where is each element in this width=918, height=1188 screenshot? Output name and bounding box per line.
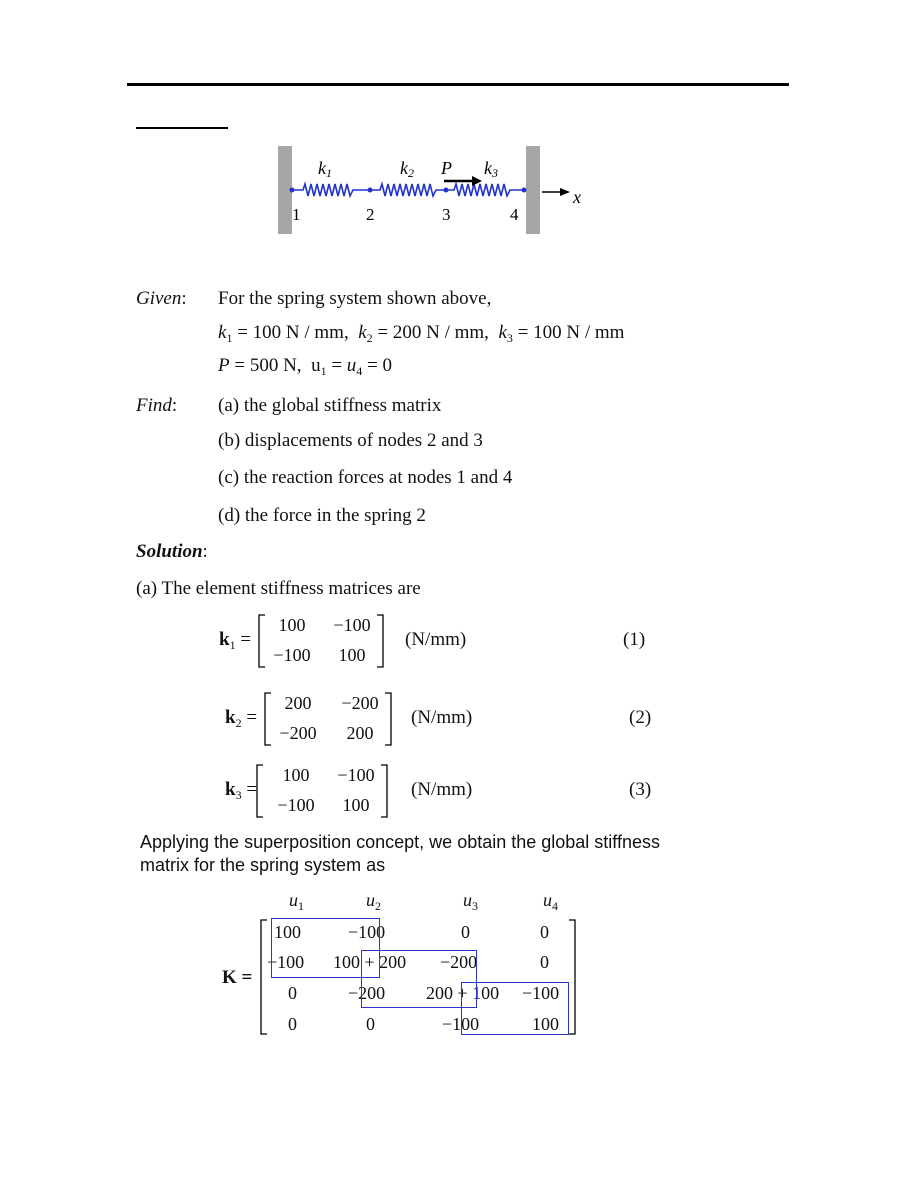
label-k1: k1 xyxy=(318,158,332,180)
global-cell: 0 xyxy=(540,952,549,972)
matrix-2-units: (N/mm) xyxy=(411,707,473,728)
solution-heading: Solution: xyxy=(136,541,208,562)
label-k2: k2 xyxy=(400,158,414,180)
given-k2: 200 N / mm, xyxy=(392,322,489,343)
column-header-u1: $u_1$ xyxy=(289,890,304,913)
given-k1: 100 N / mm, xyxy=(252,322,349,343)
column-header-u3: $u_3$ xyxy=(463,890,478,913)
global-cell: 0 xyxy=(540,922,549,942)
label-k3: k3 xyxy=(484,158,498,180)
global-cell: 0 xyxy=(461,922,470,942)
matrix-2-cell: −200 xyxy=(279,723,317,743)
element-2-box xyxy=(361,950,477,1008)
title-underline xyxy=(136,127,228,129)
global-cell: 200 + 100 xyxy=(426,983,500,1003)
label-node-3: 3 xyxy=(442,205,451,224)
matrix-1-cell: 100 xyxy=(278,615,306,635)
find-item: (a) the global stiffness matrix xyxy=(218,395,442,416)
matrix-1-label: $k_1$ = xyxy=(219,629,252,652)
x-axis-arrowhead xyxy=(560,188,570,196)
part-a-intro: (a) The element stiffness matrices are xyxy=(136,578,421,599)
right-wall xyxy=(526,146,540,234)
superposition-line-1: Applying the superposition concept, we obtain the global stiffness xyxy=(140,832,661,852)
node-3-dot xyxy=(444,188,449,193)
given-intro: For the spring system shown above, xyxy=(218,288,492,309)
element-matrix-2 xyxy=(225,691,665,751)
global-cell: −200 xyxy=(348,983,386,1003)
label-P: P xyxy=(441,158,452,178)
find-label: Find xyxy=(136,395,172,416)
matrix-3-units: (N/mm) xyxy=(411,779,473,800)
given-k3: 100 N / mm xyxy=(533,322,625,343)
global-cell: 100 xyxy=(274,922,301,942)
label-x-axis: x xyxy=(573,187,581,207)
element-matrix-3 xyxy=(225,763,665,823)
global-cell: 100 xyxy=(532,1014,559,1034)
node-2-dot xyxy=(368,188,373,193)
matrix-1-cell: −100 xyxy=(273,645,311,665)
global-cell: −200 xyxy=(440,952,478,972)
equation-number-1: (1) xyxy=(623,629,646,650)
matrix-1-cell: 100 xyxy=(338,645,366,665)
given-heading: Given: xyxy=(136,288,187,309)
given-p: 500 N, xyxy=(249,355,302,376)
header-rule xyxy=(127,83,789,86)
spring-1 xyxy=(292,184,370,196)
global-matrix-label: K = xyxy=(222,967,253,988)
solution-label: Solution xyxy=(136,541,203,562)
global-stiffness-matrix xyxy=(220,890,600,1040)
global-cell: −100 xyxy=(442,1014,480,1034)
global-cell: −100 xyxy=(267,952,305,972)
spring-2 xyxy=(370,184,446,196)
matrix-3-cell: −100 xyxy=(277,795,315,815)
find-item: (d) the force in the spring 2 xyxy=(218,505,426,526)
element-3-box xyxy=(461,982,569,1035)
matrix-3-cell: 100 xyxy=(342,795,370,815)
global-cell: −100 xyxy=(522,983,560,1003)
node-4-dot xyxy=(522,188,527,193)
find-item: (b) displacements of nodes 2 and 3 xyxy=(218,430,483,451)
given-bc: 0 xyxy=(382,355,392,376)
global-cell: −100 xyxy=(348,922,386,942)
matrix-2-cell: 200 xyxy=(284,693,312,713)
find-item: (c) the reaction forces at nodes 1 and 4 xyxy=(218,467,513,488)
label-node-2: 2 xyxy=(366,205,375,224)
global-cell: 0 xyxy=(366,1014,375,1034)
find-heading: Find: xyxy=(136,395,178,416)
column-header-u4: $u_4$ xyxy=(543,890,558,913)
matrix-2-cell: −200 xyxy=(341,693,379,713)
column-header-u2: $u_2$ xyxy=(366,890,381,913)
matrix-3-cell: −100 xyxy=(337,765,375,785)
global-cell: 0 xyxy=(288,983,297,1003)
superposition-line-2: matrix for the spring system as xyxy=(140,855,386,875)
equation-number-3: (3) xyxy=(629,779,652,800)
matrix-2-label: $k_2$ = xyxy=(225,707,258,730)
matrix-3-label: $k_3$ = xyxy=(225,779,258,802)
matrix-2-cell: 200 xyxy=(346,723,374,743)
label-node-4: 4 xyxy=(510,205,519,224)
equation-number-2: (2) xyxy=(629,707,652,728)
matrix-1-cell: −100 xyxy=(333,615,371,635)
global-cell: 100 + 200 xyxy=(333,952,407,972)
node-1-dot xyxy=(290,188,295,193)
label-node-1: 1 xyxy=(292,205,301,224)
given-stiffness-line: $k_1 = 100$ N / mm, $k_2 = 200$ N / mm, $k_3 = 100$ N / mm xyxy=(218,322,625,345)
matrix-3-cell: 100 xyxy=(282,765,310,785)
spring-system-figure xyxy=(270,140,600,245)
global-cell: 0 xyxy=(288,1014,297,1034)
given-load-line: P = 500 N, $u_1 = u_4 = 0$ xyxy=(218,355,392,378)
matrix-1-units: (N/mm) xyxy=(405,629,467,650)
element-matrix-1 xyxy=(219,613,659,673)
spring-3 xyxy=(446,184,526,196)
given-label: Given xyxy=(136,288,182,309)
